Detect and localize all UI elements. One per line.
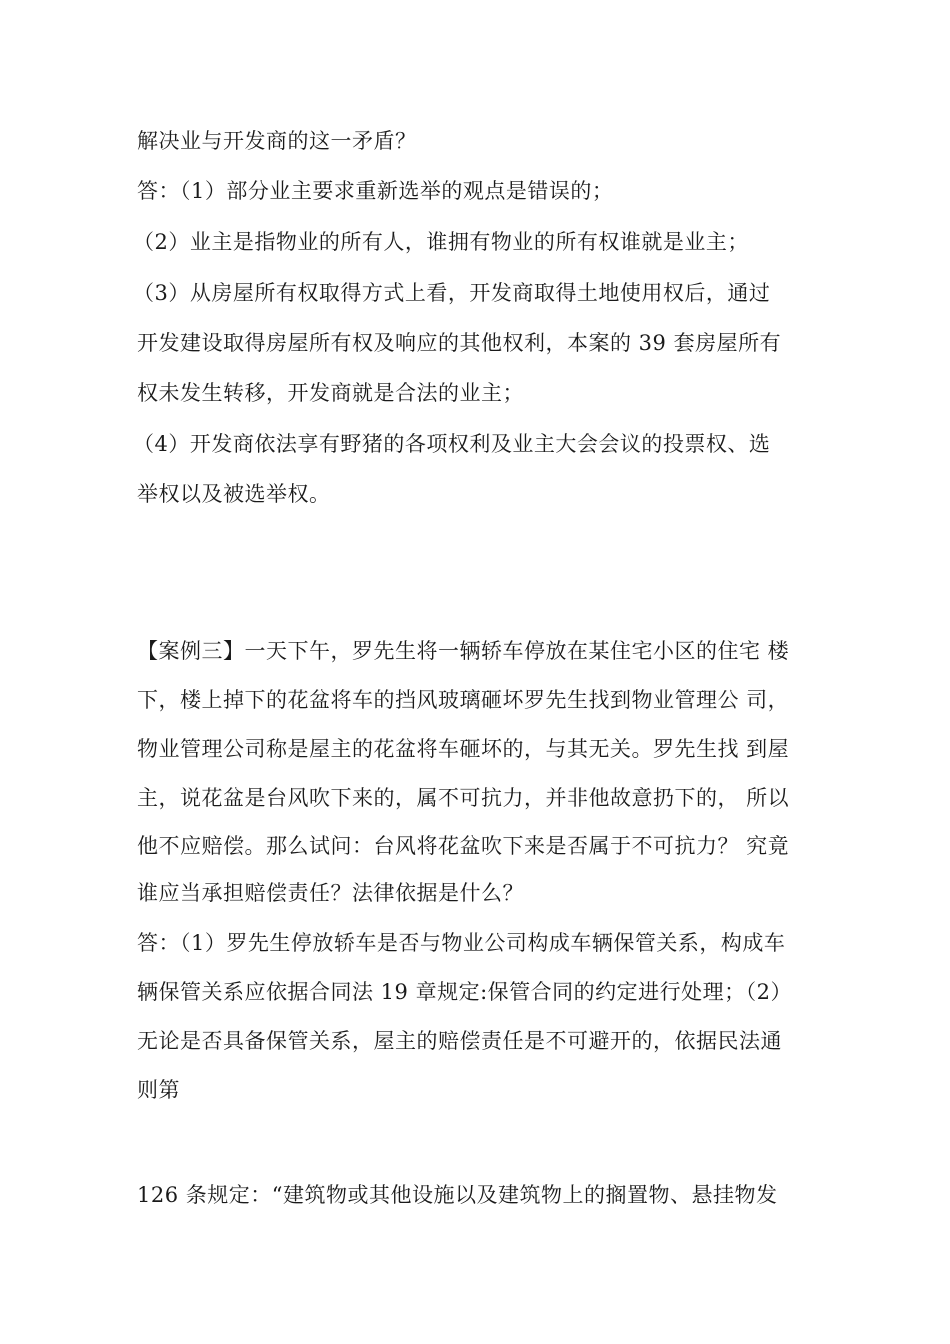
text-line: 答：（1）罗先生停放轿车是否与物业公司构成车辆保管关系，构成车 [137,931,786,955]
text-line: 开发建设取得房屋所有权及响应的其他权利，本案的 39 套房屋所有 [137,331,782,355]
text-line: 谁应当承担赔偿责任？法律依据是什么？ [137,881,524,905]
text-line: 物业管理公司称是屋主的花盆将车砸坏的，与其无关。罗先生找 到屋 [137,737,790,761]
text-line: 举权以及被选举权。 [137,482,331,506]
text-line: 解决业与开发商的这一矛盾？ [137,129,417,153]
text-line: 126 条规定：“建筑物或其他设施以及建筑物上的搁置物、悬挂物发 [137,1183,778,1207]
text-line: 他不应赔偿。那么试问：台风将花盆吹下来是否属于不可抗力？ 究竟 [137,834,790,858]
text-line: 【案例三】一天下午，罗先生将一辆轿车停放在某住宅小区的住宅 楼 [137,639,790,663]
text-line: （2）业主是指物业的所有人，谁拥有物业的所有权谁就是业主； [133,230,749,254]
text-line: 答：（1）部分业主要求重新选举的观点是错误的； [137,179,614,203]
text-line: 主，说花盆是台风吹下来的，属不可抗力，并非他故意扔下的， 所以 [137,786,790,810]
text-line: 辆保管关系应依据合同法 19 章规定:保管合同的约定进行处理；（2） [137,980,793,1004]
text-line: （3）从房屋所有权取得方式上看，开发商取得土地使用权后，通过 [133,281,771,305]
text-line: 权未发生转移，开发商就是合法的业主； [137,381,524,405]
text-line: 则第 [137,1078,180,1102]
text-line: 下，楼上掉下的花盆将车的挡风玻璃砸坏罗先生找到物业管理公 司， [137,688,790,712]
text-line: （4）开发商依法享有野猪的各项权利及业主大会会议的投票权、选 [133,432,771,456]
text-line: 无论是否具备保管关系，屋主的赔偿责任是不可避开的，依据民法通 [137,1029,782,1053]
